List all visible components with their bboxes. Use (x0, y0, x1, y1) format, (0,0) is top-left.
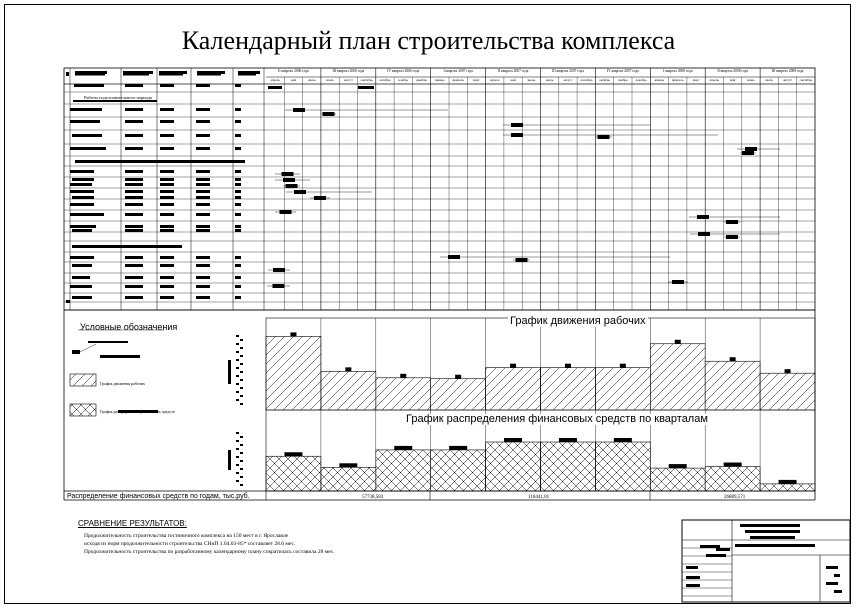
title-block-text (740, 524, 800, 527)
task-value-block (125, 285, 143, 288)
header-text-block (238, 74, 256, 76)
workers-bar-1 (266, 336, 321, 410)
task-value-block (160, 84, 174, 87)
gantt-marker (286, 184, 298, 188)
title-block-text (716, 548, 730, 551)
finance-year-2: 118441,01 (528, 495, 550, 500)
task-value-block (235, 203, 241, 206)
task-value-block (196, 213, 210, 216)
axis-tick-block (236, 351, 239, 353)
axis-tick-block (236, 399, 239, 401)
workers-bar-label (730, 357, 736, 361)
task-value-block (160, 229, 174, 232)
task-value-block (125, 264, 143, 267)
task-value-block (196, 264, 210, 267)
task-value-block (196, 84, 210, 87)
task-value-block (125, 213, 143, 216)
workers-bar-6 (541, 368, 596, 410)
task-value-block (196, 196, 210, 199)
finance-bar-8 (650, 468, 705, 491)
month-label: февраль (672, 78, 684, 82)
axis-tick-block (240, 476, 243, 478)
gantt-marker (283, 178, 295, 182)
finance-bar-label (394, 446, 412, 450)
month-label: апрель (709, 78, 720, 82)
finance-bar-5 (486, 442, 541, 491)
quarter-label: IV квартал 2006 года (387, 69, 420, 73)
legend-text-block (88, 341, 128, 343)
axis-tick-block (240, 452, 243, 454)
task-value-block (235, 178, 241, 181)
task-value-block (235, 229, 241, 232)
month-label: сентябрь (580, 78, 593, 82)
axis-tick-block (240, 403, 243, 405)
finance-bar-10 (760, 484, 815, 491)
title-block-text (686, 566, 698, 569)
header-text-block (159, 71, 187, 74)
axis-label-block (228, 360, 231, 384)
month-label: декабрь (416, 78, 428, 82)
comparison-line-2: исходя из норм продолжительности строительства СНиП 1.04.03-85* составляет 28.6 мес. (84, 541, 296, 547)
task-value-block (235, 225, 241, 228)
month-label: октябрь (599, 78, 611, 82)
task-value-block (235, 296, 241, 299)
task-value-block (160, 203, 174, 206)
task-value-block (160, 264, 174, 267)
quarter-label: I квартал 2008 года (663, 69, 693, 73)
task-value-block (160, 196, 174, 199)
task-value-block (268, 86, 282, 89)
month-label: апрель (490, 78, 500, 82)
title-block-text (700, 545, 720, 548)
workers-bar-label (785, 369, 791, 373)
comparison-line-3: Продолжительность строительства по разработанному календарному плану сократилась составила 28 мес. (84, 549, 335, 555)
task-value-block (196, 256, 210, 259)
task-value-block (125, 134, 143, 137)
month-label: июнь (527, 78, 536, 82)
task-value-block (160, 120, 174, 123)
task-value-block (160, 108, 174, 111)
task-value-block (160, 183, 174, 186)
month-label: ноябрь (398, 78, 409, 82)
header-text-block (75, 74, 105, 76)
task-value-block (125, 256, 143, 259)
task-value-block (125, 120, 143, 123)
finance-chart-title: График распределения финансовых средств по кварталам (406, 413, 708, 425)
workers-bar-label (510, 364, 516, 368)
quarter-label: IV квартал 2007 года (606, 69, 639, 73)
finance-bar-label (284, 452, 302, 456)
month-label: июль (326, 78, 334, 82)
legend-finance-label: График распределения финансовых средств (100, 409, 175, 414)
month-label: март (692, 78, 700, 82)
axis-tick-block (236, 383, 239, 385)
task-value-block (125, 108, 143, 111)
task-value-block (196, 170, 210, 173)
title-block-text (735, 544, 815, 547)
comparison-line-1: Продолжительность строительства гостиничного комплекса на 150 мест в г. Ярославле (84, 533, 289, 539)
task-value-block (160, 285, 174, 288)
task-value-block (125, 225, 143, 228)
task-value-block (235, 120, 241, 123)
gantt-marker (323, 112, 335, 116)
axis-tick-block (240, 395, 243, 397)
legend-marker (72, 350, 80, 354)
task-value-block (160, 225, 174, 228)
finance-bar-label (669, 464, 687, 468)
task-name-block (70, 203, 94, 206)
task-value-block (235, 264, 241, 267)
finance-bar-label (779, 480, 797, 484)
task-value-block (160, 296, 174, 299)
month-label: июль (765, 78, 773, 82)
task-name-block (70, 213, 104, 216)
finance-bar-7 (595, 442, 650, 491)
finance-year-3: 26889,571 (724, 495, 746, 500)
month-label: октябрь (379, 78, 391, 82)
task-name-block (70, 170, 94, 173)
axis-tick-block (240, 339, 243, 341)
month-label: август (563, 78, 573, 82)
gantt-marker (282, 172, 294, 176)
task-value-block (160, 190, 174, 193)
month-label: март (473, 78, 480, 82)
workers-bar-5 (486, 368, 541, 410)
task-value-block (235, 84, 241, 87)
finance-bar-4 (431, 450, 486, 491)
task-value-block (235, 147, 241, 150)
header-text-block (197, 74, 221, 76)
legend-leader (80, 344, 96, 352)
gantt-marker (294, 190, 306, 194)
quarter-label: III квартал 2006 года (332, 69, 365, 73)
legend-hatch-swatch (70, 374, 96, 386)
task-value-block (125, 229, 143, 232)
legend-cross-swatch (70, 404, 96, 416)
gantt-marker (293, 108, 305, 112)
axis-tick-block (236, 432, 239, 434)
task-name-block (72, 178, 94, 181)
task-value-block (196, 178, 210, 181)
finance-bar-3 (376, 450, 431, 491)
gantt-marker (726, 235, 738, 239)
axis-tick-block (240, 379, 243, 381)
title-block-text (834, 574, 840, 577)
gantt-marker (745, 147, 757, 151)
month-label: сентябрь (799, 78, 813, 82)
task-name-block (70, 285, 92, 288)
workers-bar-9 (705, 361, 760, 410)
task-value-block (160, 213, 174, 216)
workers-bar-label (565, 364, 571, 368)
finance-bar-6 (541, 442, 596, 491)
workers-bar-2 (321, 371, 376, 410)
workers-bar-label (620, 364, 626, 368)
finance-bar-1 (266, 456, 321, 491)
title-block-text (826, 566, 838, 569)
month-label: август (783, 78, 792, 82)
axis-tick-block (236, 472, 239, 474)
gantt-marker (516, 258, 528, 262)
task-value-block (125, 170, 143, 173)
task-value-block (125, 178, 143, 181)
workers-bar-7 (595, 368, 650, 410)
page-title: Календарный план строительства комплекса (181, 26, 676, 55)
task-value-block (196, 225, 210, 228)
axis-tick-block (240, 347, 243, 349)
gantt-marker (273, 268, 285, 272)
gantt-marker (598, 135, 610, 139)
axis-tick-block (240, 460, 243, 462)
comparison-title: СРАВНЕНИЕ РЕЗУЛЬТАТОВ: (78, 519, 187, 528)
task-value-block (160, 178, 174, 181)
task-value-block (160, 134, 174, 137)
month-label: май (290, 78, 297, 82)
axis-tick-block (240, 355, 243, 357)
month-label: июль (546, 78, 554, 82)
axis-tick-block (236, 359, 239, 361)
title-block-text (750, 536, 795, 539)
task-name-block (72, 264, 92, 267)
workers-bar-label (290, 332, 296, 336)
axis-tick-block (236, 335, 239, 337)
header-text-block (123, 74, 149, 76)
task-name-block (70, 147, 106, 150)
header-text-block (66, 72, 69, 76)
task-value-block (125, 276, 143, 279)
section-heading-block (72, 245, 182, 248)
axis-tick-block (236, 343, 239, 345)
task-value-block (125, 147, 143, 150)
task-name-block (70, 183, 92, 186)
workers-bar-4 (431, 379, 486, 410)
task-value-block (125, 183, 143, 186)
task-name-block (72, 229, 92, 232)
title-block-text (834, 590, 842, 593)
task-value-block (235, 170, 241, 173)
workers-bar-label (455, 375, 461, 379)
task-name-block (72, 134, 102, 137)
header-text-block (238, 71, 260, 74)
month-label: май (510, 78, 516, 82)
axis-tick-block (240, 387, 243, 389)
month-label: июнь (747, 78, 755, 82)
axis-tick-block (240, 484, 243, 486)
task-name-block (74, 84, 104, 87)
task-value-block (125, 190, 143, 193)
schedule-table-border (64, 68, 815, 310)
axis-tick-block (236, 448, 239, 450)
gantt-marker (672, 280, 684, 284)
month-label: апрель (270, 78, 280, 82)
finance-row-label: Распределение финансовых средств по годам, тыс.руб. (67, 493, 250, 500)
finance-bar-label (614, 438, 632, 442)
finance-bar-label (339, 463, 357, 467)
task-value-block (235, 213, 241, 216)
finance-bar-label (559, 438, 577, 442)
task-value-block (196, 147, 210, 150)
task-value-block (235, 183, 241, 186)
task-value-block (235, 108, 241, 111)
month-label: январь (435, 78, 445, 82)
finance-bar-9 (705, 467, 760, 491)
task-value-block (358, 86, 374, 89)
month-label: сентябрь (360, 78, 373, 82)
header-text-block (123, 71, 153, 74)
task-value-block (235, 276, 241, 279)
axis-tick-block (240, 371, 243, 373)
task-value-block (125, 296, 143, 299)
workers-bar-10 (760, 373, 815, 410)
task-value-block (235, 134, 241, 137)
quarter-label: I квартал 2007 года (443, 69, 473, 73)
task-name-block (70, 225, 96, 228)
finance-year-1: 57738,583 (362, 495, 384, 500)
finance-bar-2 (321, 467, 376, 491)
title-block-text (745, 530, 800, 533)
task-name-block (66, 300, 70, 303)
axis-tick-block (236, 456, 239, 458)
title-block-text (826, 582, 838, 585)
task-name-block (72, 196, 94, 199)
axis-tick-block (240, 363, 243, 365)
axis-tick-block (236, 367, 239, 369)
quarter-label: II квартал 2006 года (278, 69, 309, 73)
header-text-block (197, 71, 225, 74)
task-value-block (125, 196, 143, 199)
axis-tick-block (236, 375, 239, 377)
gantt-marker (280, 210, 292, 214)
workers-bar-label (400, 374, 406, 378)
task-value-block (160, 256, 174, 259)
axis-tick-block (240, 468, 243, 470)
task-name-block (70, 120, 100, 123)
title-block-text (706, 554, 726, 557)
month-label: февраль (452, 78, 464, 82)
workers-bar-3 (376, 378, 431, 410)
gantt-marker (511, 123, 523, 127)
month-label: май (730, 78, 736, 82)
gantt-marker (511, 133, 523, 137)
task-value-block (196, 296, 210, 299)
task-value-block (160, 170, 174, 173)
task-value-block (125, 84, 143, 87)
task-value-block (196, 190, 210, 193)
workers-bar-8 (650, 344, 705, 410)
month-label: январь (654, 78, 665, 82)
month-label: август (343, 78, 353, 82)
task-value-block (196, 134, 210, 137)
task-value-block (235, 190, 241, 193)
section-label: Работы подготовительного периода (84, 95, 153, 100)
header-text-block (159, 74, 183, 76)
axis-tick-block (240, 436, 243, 438)
finance-bar-label (724, 463, 742, 467)
finance-bar-label (449, 446, 467, 450)
gantt-marker (742, 151, 754, 155)
task-name-block (70, 108, 102, 111)
axis-tick-block (236, 480, 239, 482)
legend-title: Условные обозначения (80, 322, 178, 332)
task-value-block (235, 285, 241, 288)
task-value-block (196, 108, 210, 111)
axis-label-block (228, 450, 231, 470)
task-value-block (196, 229, 210, 232)
month-label: ноябрь (617, 78, 628, 82)
quarter-label: II квартал 2007 года (497, 69, 529, 73)
gantt-marker (697, 215, 709, 219)
task-value-block (196, 183, 210, 186)
axis-tick-block (236, 440, 239, 442)
gantt-marker (726, 220, 738, 224)
gantt-marker (273, 284, 285, 288)
task-name-block (72, 276, 90, 279)
quarter-label: III квартал 2007 года (552, 69, 584, 73)
task-value-block (196, 120, 210, 123)
workers-chart-title: График движения рабочих (510, 315, 646, 327)
quarter-label: III квартал 2008 года (771, 69, 804, 73)
gantt-marker (314, 196, 326, 200)
task-value-block (125, 203, 143, 206)
task-value-block (196, 276, 210, 279)
task-value-block (160, 147, 174, 150)
axis-tick-block (236, 391, 239, 393)
task-name-block (70, 190, 94, 193)
finance-bar-label (504, 438, 522, 442)
legend-text-block (100, 355, 140, 358)
workers-bar-label (675, 340, 681, 344)
task-value-block (196, 203, 210, 206)
title-block-text (686, 584, 700, 587)
axis-tick-block (240, 444, 243, 446)
task-value-block (235, 196, 241, 199)
month-label: декабрь (635, 78, 647, 82)
task-value-block (196, 285, 210, 288)
axis-tick-block (236, 464, 239, 466)
month-label: июнь (307, 78, 316, 82)
legend-workers-label: График движения рабочих (100, 381, 146, 386)
header-text-block (75, 71, 107, 74)
quarter-label: II квартал 2008 года (717, 69, 748, 73)
title-block-text (686, 576, 700, 579)
task-name-block (70, 256, 94, 259)
gantt-marker (698, 232, 710, 236)
task-value-block (160, 276, 174, 279)
gantt-marker (448, 255, 460, 259)
task-name-block (72, 296, 92, 299)
workers-bar-label (345, 367, 351, 371)
section-heading-block (75, 160, 245, 163)
task-value-block (235, 256, 241, 259)
